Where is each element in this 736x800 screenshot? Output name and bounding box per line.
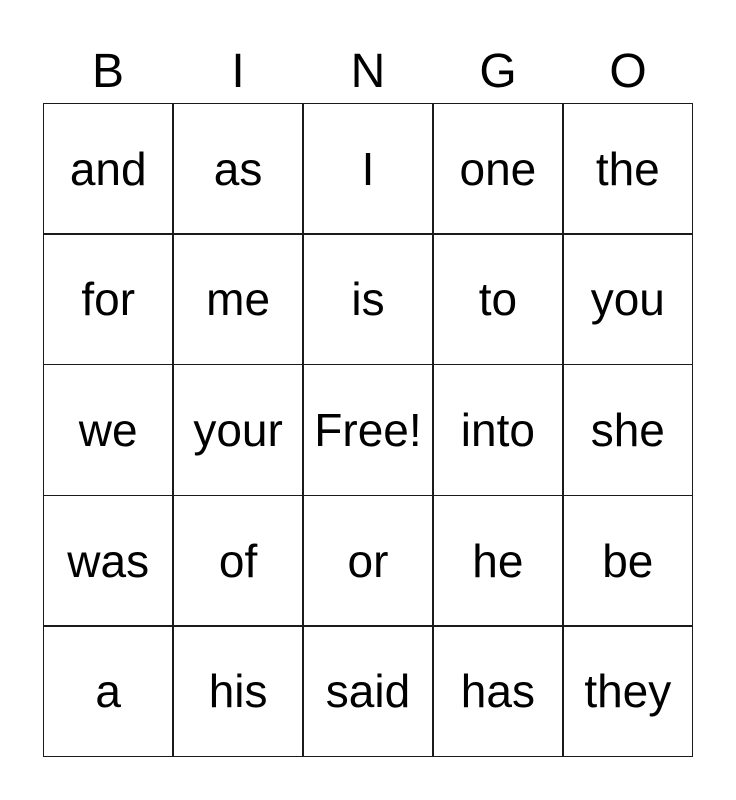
- bingo-cell-r0c0[interactable]: and: [44, 104, 172, 233]
- bingo-cell-r3c2[interactable]: or: [304, 496, 432, 625]
- column-letter-o: O: [609, 45, 647, 98]
- bingo-cell-r3c1[interactable]: of: [174, 496, 302, 625]
- bingo-cell-free[interactable]: Free!: [304, 365, 432, 494]
- bingo-cell-r2c3[interactable]: into: [434, 365, 562, 494]
- bingo-cell-r0c3[interactable]: one: [434, 104, 562, 233]
- column-letter-n: N: [350, 45, 386, 98]
- bingo-cell-r1c0[interactable]: for: [44, 235, 172, 364]
- bingo-cell-r1c4[interactable]: you: [564, 235, 692, 364]
- bingo-cell-r3c3[interactable]: he: [434, 496, 562, 625]
- bingo-cell-r4c0[interactable]: a: [44, 627, 172, 756]
- column-letter-g: G: [479, 45, 517, 98]
- bingo-cell-r1c1[interactable]: me: [174, 235, 302, 364]
- bingo-cell-r4c1[interactable]: his: [174, 627, 302, 756]
- bingo-header: [43, 44, 693, 99]
- bingo-cell-r0c4[interactable]: the: [564, 104, 692, 233]
- bingo-cell-r2c1[interactable]: your: [174, 365, 302, 494]
- bingo-cell-r4c4[interactable]: they: [564, 627, 692, 756]
- bingo-cell-r3c4[interactable]: be: [564, 496, 692, 625]
- bingo-cell-r0c2[interactable]: I: [304, 104, 432, 233]
- bingo-cell-r4c3[interactable]: has: [434, 627, 562, 756]
- column-letter-i: I: [231, 45, 245, 98]
- bingo-cell-r3c0[interactable]: was: [44, 496, 172, 625]
- bingo-cell-r2c4[interactable]: she: [564, 365, 692, 494]
- bingo-cell-r1c3[interactable]: to: [434, 235, 562, 364]
- bingo-cell-r2c0[interactable]: we: [44, 365, 172, 494]
- column-letter-b: B: [91, 45, 124, 98]
- bingo-grid: [43, 103, 693, 757]
- bingo-cell-r1c2[interactable]: is: [304, 235, 432, 364]
- bingo-cell-r4c2[interactable]: said: [304, 627, 432, 756]
- bingo-cell-r0c1[interactable]: as: [174, 104, 302, 233]
